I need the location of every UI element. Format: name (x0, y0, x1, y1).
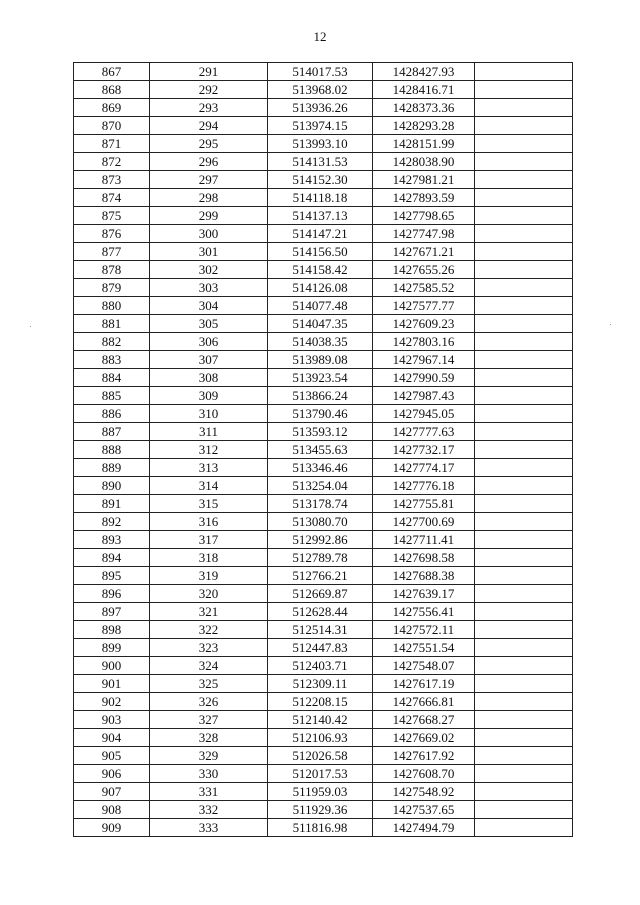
table-row (74, 603, 573, 621)
cell-y-coordinate: 1427639.17 (373, 585, 475, 603)
table-row (74, 531, 573, 549)
table-row (74, 225, 573, 243)
cell-row-number: 906 (74, 765, 150, 783)
cell-empty (475, 81, 573, 99)
cell-point-number: 313 (150, 459, 268, 477)
cell-y-coordinate: 1427669.02 (373, 729, 475, 747)
cell-point-number: 332 (150, 801, 268, 819)
cell-empty (475, 675, 573, 693)
cell-x-coordinate: 514158.42 (268, 261, 373, 279)
cell-row-number: 887 (74, 423, 150, 441)
cell-x-coordinate: 512628.44 (268, 603, 373, 621)
cell-empty (475, 261, 573, 279)
cell-empty (475, 387, 573, 405)
cell-empty (475, 171, 573, 189)
cell-x-coordinate: 511959.03 (268, 783, 373, 801)
cell-point-number: 320 (150, 585, 268, 603)
table-row (74, 711, 573, 729)
cell-point-number: 292 (150, 81, 268, 99)
cell-point-number: 323 (150, 639, 268, 657)
cell-x-coordinate: 514077.48 (268, 297, 373, 315)
cell-y-coordinate: 1427987.43 (373, 387, 475, 405)
cell-row-number: 905 (74, 747, 150, 765)
table-row (74, 243, 573, 261)
cell-empty (475, 225, 573, 243)
cell-empty (475, 459, 573, 477)
cell-point-number: 309 (150, 387, 268, 405)
table-row (74, 621, 573, 639)
cell-y-coordinate: 1427548.07 (373, 657, 475, 675)
cell-row-number: 904 (74, 729, 150, 747)
cell-point-number: 326 (150, 693, 268, 711)
table-row (74, 693, 573, 711)
cell-row-number: 879 (74, 279, 150, 297)
cell-row-number: 909 (74, 819, 150, 837)
coordinates-table (73, 62, 573, 837)
cell-point-number: 311 (150, 423, 268, 441)
cell-y-coordinate: 1427990.59 (373, 369, 475, 387)
cell-row-number: 897 (74, 603, 150, 621)
cell-empty (475, 531, 573, 549)
cell-x-coordinate: 512017.53 (268, 765, 373, 783)
cell-row-number: 886 (74, 405, 150, 423)
cell-point-number: 308 (150, 369, 268, 387)
cell-x-coordinate: 512447.83 (268, 639, 373, 657)
cell-point-number: 319 (150, 567, 268, 585)
cell-y-coordinate: 1427700.69 (373, 513, 475, 531)
cell-empty (475, 513, 573, 531)
cell-y-coordinate: 1428416.71 (373, 81, 475, 99)
cell-x-coordinate: 514131.53 (268, 153, 373, 171)
cell-point-number: 302 (150, 261, 268, 279)
table-row (74, 423, 573, 441)
cell-point-number: 293 (150, 99, 268, 117)
cell-point-number: 296 (150, 153, 268, 171)
cell-row-number: 875 (74, 207, 150, 225)
cell-row-number: 888 (74, 441, 150, 459)
table-row (74, 747, 573, 765)
cell-point-number: 291 (150, 63, 268, 81)
cell-x-coordinate: 514152.30 (268, 171, 373, 189)
table-row (74, 333, 573, 351)
cell-row-number: 903 (74, 711, 150, 729)
cell-row-number: 889 (74, 459, 150, 477)
cell-x-coordinate: 514156.50 (268, 243, 373, 261)
cell-x-coordinate: 512992.86 (268, 531, 373, 549)
cell-y-coordinate: 1427655.26 (373, 261, 475, 279)
table-row (74, 351, 573, 369)
cell-point-number: 330 (150, 765, 268, 783)
cell-x-coordinate: 512669.87 (268, 585, 373, 603)
cell-empty (475, 477, 573, 495)
cell-y-coordinate: 1427945.05 (373, 405, 475, 423)
cell-x-coordinate: 512514.31 (268, 621, 373, 639)
table-row (74, 783, 573, 801)
cell-x-coordinate: 513974.15 (268, 117, 373, 135)
cell-empty (475, 693, 573, 711)
cell-empty (475, 747, 573, 765)
cell-row-number: 891 (74, 495, 150, 513)
table-row (74, 315, 573, 333)
cell-empty (475, 441, 573, 459)
cell-x-coordinate: 512208.15 (268, 693, 373, 711)
cell-point-number: 318 (150, 549, 268, 567)
cell-point-number: 329 (150, 747, 268, 765)
cell-point-number: 306 (150, 333, 268, 351)
cell-point-number: 312 (150, 441, 268, 459)
cell-point-number: 303 (150, 279, 268, 297)
cell-empty (475, 351, 573, 369)
cell-row-number: 884 (74, 369, 150, 387)
cell-point-number: 328 (150, 729, 268, 747)
cell-y-coordinate: 1427798.65 (373, 207, 475, 225)
cell-empty (475, 297, 573, 315)
cell-x-coordinate: 512106.93 (268, 729, 373, 747)
cell-x-coordinate: 512026.58 (268, 747, 373, 765)
table-row (74, 153, 573, 171)
cell-point-number: 304 (150, 297, 268, 315)
cell-row-number: 882 (74, 333, 150, 351)
cell-row-number: 902 (74, 693, 150, 711)
cell-y-coordinate: 1427608.70 (373, 765, 475, 783)
cell-x-coordinate: 511816.98 (268, 819, 373, 837)
cell-y-coordinate: 1427732.17 (373, 441, 475, 459)
cell-x-coordinate: 513080.70 (268, 513, 373, 531)
cell-row-number: 873 (74, 171, 150, 189)
cell-row-number: 892 (74, 513, 150, 531)
cell-row-number: 871 (74, 135, 150, 153)
cell-point-number: 297 (150, 171, 268, 189)
cell-point-number: 294 (150, 117, 268, 135)
cell-x-coordinate: 513936.26 (268, 99, 373, 117)
cell-y-coordinate: 1427967.14 (373, 351, 475, 369)
cell-y-coordinate: 1427494.79 (373, 819, 475, 837)
cell-empty (475, 783, 573, 801)
cell-point-number: 321 (150, 603, 268, 621)
cell-y-coordinate: 1428038.90 (373, 153, 475, 171)
cell-row-number: 899 (74, 639, 150, 657)
cell-empty (475, 801, 573, 819)
cell-x-coordinate: 513455.63 (268, 441, 373, 459)
table-row (74, 513, 573, 531)
cell-point-number: 305 (150, 315, 268, 333)
cell-empty (475, 585, 573, 603)
cell-row-number: 896 (74, 585, 150, 603)
table-row (74, 801, 573, 819)
cell-point-number: 325 (150, 675, 268, 693)
cell-x-coordinate: 513993.10 (268, 135, 373, 153)
cell-empty (475, 657, 573, 675)
cell-empty (475, 423, 573, 441)
cell-empty (475, 621, 573, 639)
cell-y-coordinate: 1427572.11 (373, 621, 475, 639)
cell-empty (475, 711, 573, 729)
cell-y-coordinate: 1428151.99 (373, 135, 475, 153)
cell-empty (475, 117, 573, 135)
table-row (74, 675, 573, 693)
cell-y-coordinate: 1427803.16 (373, 333, 475, 351)
table-row (74, 63, 573, 81)
cell-empty (475, 99, 573, 117)
cell-point-number: 310 (150, 405, 268, 423)
cell-row-number: 867 (74, 63, 150, 81)
cell-y-coordinate: 1427617.92 (373, 747, 475, 765)
cell-x-coordinate: 513790.46 (268, 405, 373, 423)
cell-y-coordinate: 1427556.41 (373, 603, 475, 621)
cell-empty (475, 153, 573, 171)
cell-empty (475, 135, 573, 153)
cell-point-number: 316 (150, 513, 268, 531)
cell-y-coordinate: 1427551.54 (373, 639, 475, 657)
table-row (74, 567, 573, 585)
table-row (74, 117, 573, 135)
cell-point-number: 333 (150, 819, 268, 837)
cell-point-number: 307 (150, 351, 268, 369)
table-row (74, 477, 573, 495)
cell-y-coordinate: 1427755.81 (373, 495, 475, 513)
cell-y-coordinate: 1428293.28 (373, 117, 475, 135)
cell-row-number: 872 (74, 153, 150, 171)
cell-row-number: 898 (74, 621, 150, 639)
cell-y-coordinate: 1427671.21 (373, 243, 475, 261)
table-row (74, 549, 573, 567)
table-row (74, 207, 573, 225)
cell-row-number: 900 (74, 657, 150, 675)
cell-x-coordinate: 513968.02 (268, 81, 373, 99)
cell-x-coordinate: 512766.21 (268, 567, 373, 585)
table-row (74, 729, 573, 747)
table-row (74, 135, 573, 153)
cell-y-coordinate: 1427698.58 (373, 549, 475, 567)
cell-y-coordinate: 1427585.52 (373, 279, 475, 297)
cell-empty (475, 639, 573, 657)
cell-y-coordinate: 1427711.41 (373, 531, 475, 549)
scan-speck (610, 324, 611, 325)
cell-empty (475, 567, 573, 585)
cell-point-number: 317 (150, 531, 268, 549)
cell-y-coordinate: 1427981.21 (373, 171, 475, 189)
table-row (74, 387, 573, 405)
table-row (74, 279, 573, 297)
cell-x-coordinate: 512140.42 (268, 711, 373, 729)
table-row (74, 261, 573, 279)
cell-empty (475, 315, 573, 333)
cell-y-coordinate: 1427774.17 (373, 459, 475, 477)
cell-row-number: 880 (74, 297, 150, 315)
cell-row-number: 908 (74, 801, 150, 819)
cell-empty (475, 207, 573, 225)
cell-empty (475, 189, 573, 207)
cell-y-coordinate: 1427777.63 (373, 423, 475, 441)
page-number: 12 (313, 29, 327, 44)
cell-row-number: 876 (74, 225, 150, 243)
cell-x-coordinate: 512309.11 (268, 675, 373, 693)
cell-row-number: 883 (74, 351, 150, 369)
table-row (74, 99, 573, 117)
table-row (74, 369, 573, 387)
table-row (74, 495, 573, 513)
cell-y-coordinate: 1427537.65 (373, 801, 475, 819)
cell-y-coordinate: 1427577.77 (373, 297, 475, 315)
cell-point-number: 322 (150, 621, 268, 639)
cell-y-coordinate: 1427548.92 (373, 783, 475, 801)
cell-empty (475, 819, 573, 837)
cell-empty (475, 63, 573, 81)
cell-x-coordinate: 514147.21 (268, 225, 373, 243)
cell-point-number: 327 (150, 711, 268, 729)
cell-row-number: 878 (74, 261, 150, 279)
cell-row-number: 869 (74, 99, 150, 117)
table-row (74, 81, 573, 99)
cell-empty (475, 405, 573, 423)
table-row (74, 765, 573, 783)
cell-y-coordinate: 1427688.38 (373, 567, 475, 585)
table-row (74, 189, 573, 207)
cell-row-number: 894 (74, 549, 150, 567)
table-row (74, 459, 573, 477)
cell-point-number: 298 (150, 189, 268, 207)
cell-x-coordinate: 514118.18 (268, 189, 373, 207)
cell-y-coordinate: 1428427.93 (373, 63, 475, 81)
cell-y-coordinate: 1427776.18 (373, 477, 475, 495)
cell-empty (475, 333, 573, 351)
cell-x-coordinate: 513866.24 (268, 387, 373, 405)
cell-x-coordinate: 513178.74 (268, 495, 373, 513)
cell-x-coordinate: 514047.35 (268, 315, 373, 333)
cell-row-number: 881 (74, 315, 150, 333)
cell-point-number: 301 (150, 243, 268, 261)
cell-point-number: 315 (150, 495, 268, 513)
cell-point-number: 295 (150, 135, 268, 153)
cell-y-coordinate: 1427747.98 (373, 225, 475, 243)
cell-empty (475, 765, 573, 783)
cell-point-number: 324 (150, 657, 268, 675)
cell-x-coordinate: 514038.35 (268, 333, 373, 351)
cell-x-coordinate: 514126.08 (268, 279, 373, 297)
cell-y-coordinate: 1427609.23 (373, 315, 475, 333)
cell-point-number: 314 (150, 477, 268, 495)
cell-point-number: 331 (150, 783, 268, 801)
cell-x-coordinate: 513346.46 (268, 459, 373, 477)
table-row (74, 585, 573, 603)
table-row (74, 639, 573, 657)
cell-row-number: 890 (74, 477, 150, 495)
cell-row-number: 874 (74, 189, 150, 207)
cell-y-coordinate: 1427617.19 (373, 675, 475, 693)
cell-x-coordinate: 513254.04 (268, 477, 373, 495)
table-row (74, 297, 573, 315)
cell-row-number: 877 (74, 243, 150, 261)
cell-y-coordinate: 1428373.36 (373, 99, 475, 117)
cell-y-coordinate: 1427666.81 (373, 693, 475, 711)
cell-empty (475, 243, 573, 261)
cell-x-coordinate: 512403.71 (268, 657, 373, 675)
table-row (74, 819, 573, 837)
cell-empty (475, 549, 573, 567)
cell-empty (475, 495, 573, 513)
cell-empty (475, 279, 573, 297)
cell-x-coordinate: 511929.36 (268, 801, 373, 819)
cell-x-coordinate: 513593.12 (268, 423, 373, 441)
cell-y-coordinate: 1427893.59 (373, 189, 475, 207)
cell-x-coordinate: 513923.54 (268, 369, 373, 387)
table-body (74, 63, 573, 837)
cell-row-number: 901 (74, 675, 150, 693)
cell-x-coordinate: 512789.78 (268, 549, 373, 567)
cell-row-number: 907 (74, 783, 150, 801)
table-row (74, 171, 573, 189)
table-row (74, 405, 573, 423)
cell-x-coordinate: 514137.13 (268, 207, 373, 225)
cell-empty (475, 729, 573, 747)
cell-row-number: 885 (74, 387, 150, 405)
cell-empty (475, 369, 573, 387)
cell-x-coordinate: 513989.08 (268, 351, 373, 369)
cell-y-coordinate: 1427668.27 (373, 711, 475, 729)
table-row (74, 657, 573, 675)
table-row (74, 441, 573, 459)
cell-point-number: 300 (150, 225, 268, 243)
cell-row-number: 868 (74, 81, 150, 99)
cell-point-number: 299 (150, 207, 268, 225)
cell-empty (475, 603, 573, 621)
cell-row-number: 893 (74, 531, 150, 549)
cell-x-coordinate: 514017.53 (268, 63, 373, 81)
cell-row-number: 870 (74, 117, 150, 135)
cell-row-number: 895 (74, 567, 150, 585)
scan-speck (30, 326, 31, 327)
